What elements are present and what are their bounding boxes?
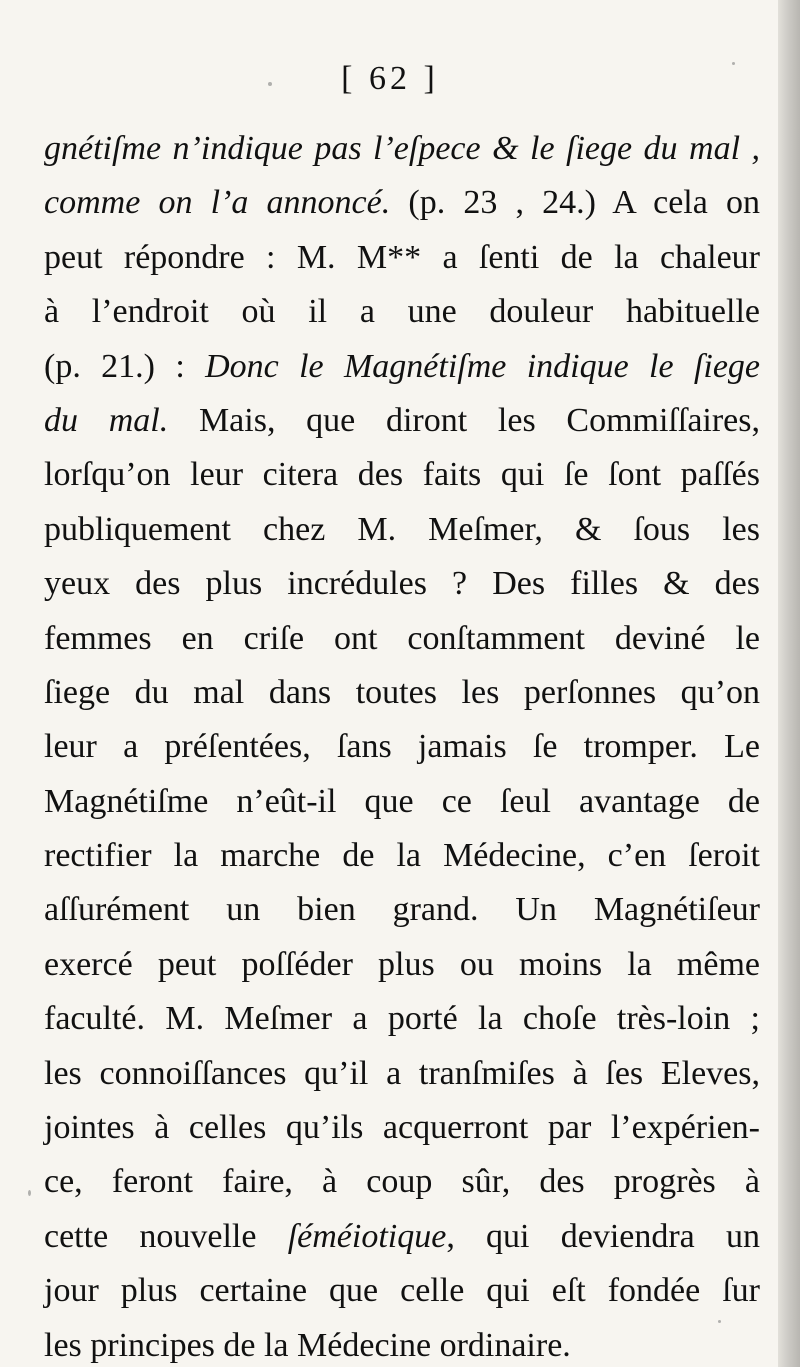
text-line bbox=[44, 829, 760, 883]
text-line bbox=[44, 448, 760, 502]
text-line bbox=[44, 1101, 760, 1155]
text-segment: cette nouvelle bbox=[44, 1217, 288, 1255]
text-segment: jour plus certaine que celle qui eſt fondée ſur bbox=[44, 1272, 760, 1310]
ink-speck bbox=[28, 1190, 31, 1196]
text-segment: lorſqu’on leur citera des faits qui ſe ſont paſſés bbox=[44, 456, 760, 494]
text-segment: Mais, que diront les Commiſſaires, bbox=[168, 401, 761, 439]
italic-text: comme on l’a annoncé. bbox=[44, 184, 391, 222]
text-segment: ce, feront faire, à coup sûr, des progrès à bbox=[44, 1163, 760, 1201]
text-line bbox=[44, 992, 760, 1046]
text-line bbox=[44, 557, 760, 611]
italic-text: Donc le Magnétiſme indique le ſiege bbox=[205, 347, 760, 385]
text-segment: yeux des plus incrédules ? Des filles & des bbox=[44, 565, 760, 603]
italic-text: gnétiſme n’indique pas l’eſpece & le ſiege du mal , bbox=[44, 130, 760, 167]
text-line bbox=[44, 122, 760, 176]
ink-speck bbox=[268, 82, 272, 86]
text-segment: faculté. M. Meſmer a porté la choſe très-loin ; bbox=[44, 1000, 760, 1038]
text-line bbox=[44, 340, 760, 394]
text-segment: femmes en criſe ont conſtamment deviné le bbox=[44, 619, 760, 657]
text-line bbox=[44, 285, 760, 339]
text-line bbox=[44, 1319, 760, 1367]
text-segment: leur a préſentées, ſans jamais ſe tromper. Le bbox=[44, 728, 760, 766]
text-segment: publiquement chez M. Meſmer, & ſous les bbox=[44, 510, 760, 548]
ink-speck bbox=[732, 62, 735, 65]
text-line bbox=[44, 1264, 760, 1318]
text-line bbox=[44, 176, 760, 230]
text-line bbox=[44, 231, 760, 285]
ink-speck bbox=[718, 1320, 721, 1323]
text-segment: Magnétiſme n’eût-il que ce ſeul avantage de bbox=[44, 782, 760, 820]
text-segment: ſiege du mal dans toutes les perſonnes qu’on bbox=[44, 673, 760, 711]
text-segment: (p. 21.) : bbox=[44, 347, 206, 385]
text-segment: peut répondre : M. M** a ſenti de la chaleur bbox=[44, 238, 760, 276]
text-line bbox=[44, 1155, 760, 1209]
text-line bbox=[44, 1210, 760, 1264]
text-segment: les connoiſſances qu’il a tranſmiſes à ſes Eleves, bbox=[44, 1054, 760, 1092]
text-line bbox=[44, 938, 760, 992]
text-line bbox=[44, 720, 760, 774]
text-line bbox=[44, 883, 760, 937]
text-segment: (p. 23 , 24.) A cela on bbox=[390, 184, 760, 222]
italic-text: du mal. bbox=[44, 401, 169, 439]
text-segment: , qui deviendra un bbox=[446, 1217, 760, 1255]
text-line bbox=[44, 666, 760, 720]
text-segment: jointes à celles qu’ils acquerront par l’expérien- bbox=[44, 1109, 760, 1147]
page-number: [ 62 ] bbox=[341, 60, 439, 97]
text-segment: à l’endroit où il a une douleur habituelle bbox=[44, 293, 760, 331]
body-text bbox=[44, 122, 760, 1367]
text-line bbox=[44, 394, 760, 448]
text-segment: les principes de la Médecine ordinaire. bbox=[44, 1326, 571, 1364]
text-line bbox=[44, 775, 760, 829]
text-line bbox=[44, 612, 760, 666]
text-segment: exercé peut poſſéder plus ou moins la même bbox=[44, 945, 760, 983]
page-edge bbox=[778, 0, 800, 1367]
text-line bbox=[44, 503, 760, 557]
text-segment: rectifier la marche de la Médecine, c’en ſeroit bbox=[44, 837, 760, 875]
text-segment: aſſurément un bien grand. Un Magnétiſeur bbox=[44, 891, 760, 929]
text-line bbox=[44, 1047, 760, 1101]
italic-text: ſéméiotique bbox=[287, 1217, 447, 1255]
